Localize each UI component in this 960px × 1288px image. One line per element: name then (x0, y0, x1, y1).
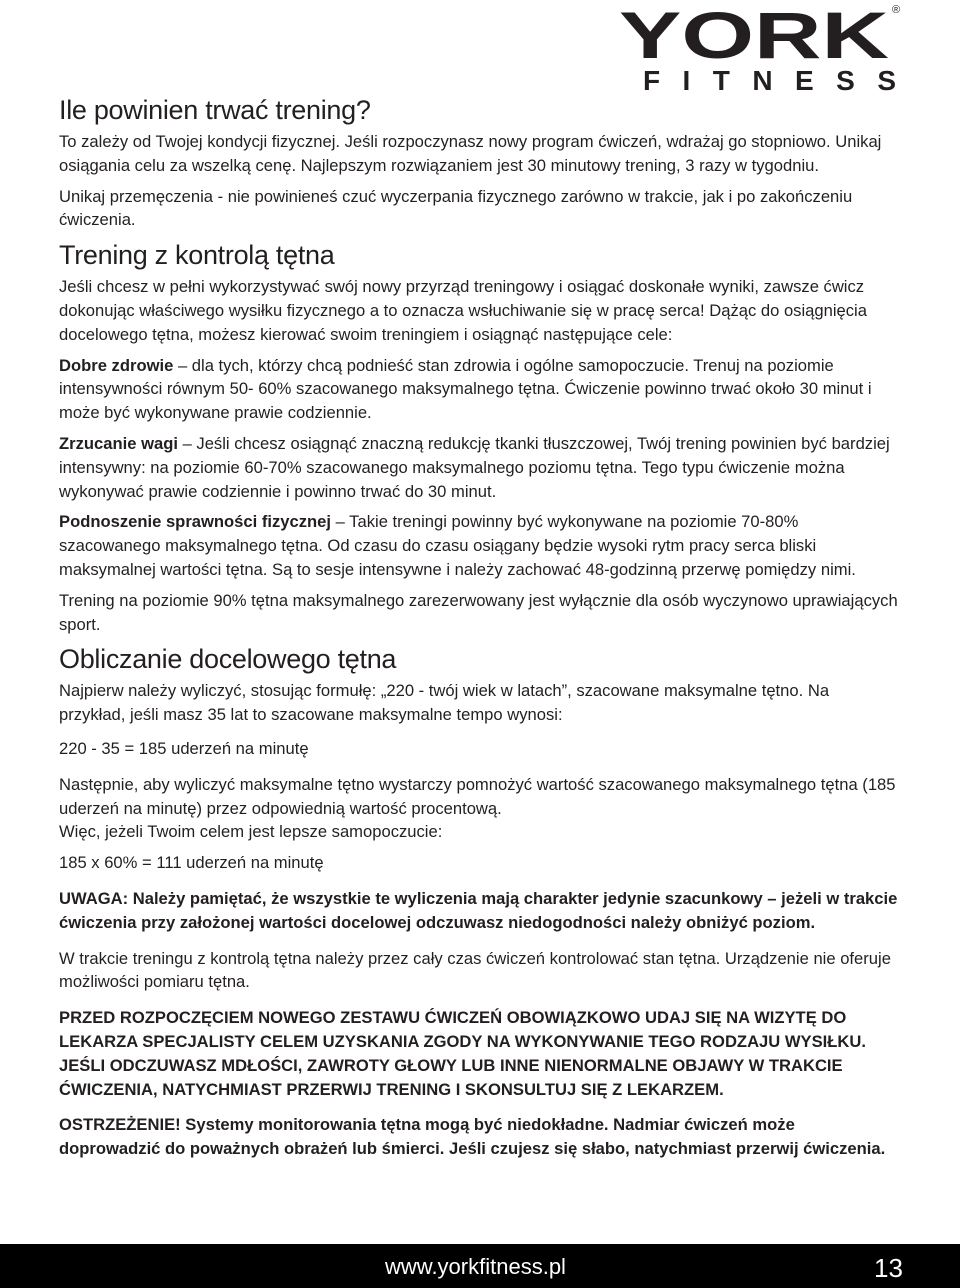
york-fitness-logo-graphic (616, 3, 906, 93)
paragraph-wellbeing-goal: Więc, jeżeli Twoim celem jest lepsze samopoczucie: (59, 822, 443, 842)
footer-bar (0, 1244, 960, 1288)
formula-target-heart-rate: 185 x 60% = 111 uderzeń na minutę (59, 853, 324, 873)
formula-max-heart-rate: 220 - 35 = 185 uderzeń na minutę (59, 738, 309, 758)
warning-monitoring-inaccurate: OSTRZEŻENIE! Systemy monitorowania tętna mogą być niedokładne. Nadmiar ćwiczeń może doprowadzić do poważnych obrażeń lub śmierci. Jeśli czujesz się słabo, natychmiast przerwij ćwiczenia. (59, 1115, 886, 1159)
paragraph-duration-intro: To zależy od Twojej kondycji fizycznej. Jeśli rozpoczynasz nowy program ćwiczeń, wdrażaj go stopniowo. Unikaj osiągania celu za wszelką cenę. Najlepszym rozwiązaniem jest 30 minutowy trening, 3 razy w tygodniu. (59, 132, 882, 175)
paragraph-90-percent: Trening na poziomie 90% tętna maksymalnego zarezerwowany jest wyłącznie dla osób wyczynowo uprawiających sport. (59, 590, 898, 634)
paragraph-overtraining: Unikaj przemęczenia - nie powinieneś czuć wyczerpania fizycznego zarówno w trakcie, jak i po zakończeniu ćwiczenia. (59, 186, 853, 230)
goal-term: Zrzucanie wagi (59, 433, 178, 453)
goal-term: Dobre zdrowie (59, 355, 174, 375)
goal-text: – Jeśli chcesz osiągnąć znaczną redukcję tkanki tłuszczowej, Twój trening powinien być bardziej intensywny: na poziomie 60-70% szacowanego maksymalnego poziomu tętna. Tego typu ćwiczenie można wykonywać prawie codziennie i powinno trwać do 30 minut. (59, 433, 890, 501)
paragraph-heart-rate-intro: Jeśli chcesz w pełni wykorzystywać swój nowy przyrząd treningowy i osiągać doskonałe wyniki, zawsze ćwicz dokonując właściwego wysiłku fizycznego a to oznacza wsłuchiwanie się w pracę serca! Dążąc do osiągnięcia docelowego tętna, możesz kierować swoim treningiem i osiągnąć następujące cele: (59, 277, 867, 344)
heading-target-heart-rate: Obliczanie docelowego tętna (59, 644, 397, 675)
paragraph-multiply: Następnie, aby wyliczyć maksymalne tętno wystarczy pomnożyć wartość szacowanego maksymalnego tętna (185 uderzeń na minutę) przez odpowiednią wartość procentową. (59, 774, 896, 818)
heading-training-duration: Ile powinien trwać trening? (59, 95, 371, 125)
footer-website-url: www.yorkfitness.pl (385, 1254, 566, 1279)
paragraph-monitoring: W trakcie treningu z kontrolą tętna należy przez cały czas ćwiczeń kontrolować stan tętna. Urządzenie nie oferuje możliwości pomiaru tętna. (59, 948, 891, 992)
warning-estimates: UWAGA: Należy pamiętać, że wszystkie te wyliczenia mają charakter jedynie szacunkowy – jeżeli w trakcie ćwiczenia przy założonej wartości docelowej odczuwasz niedogodności należy obniżyć poziom. (59, 888, 898, 932)
goal-text: – Takie treningi powinny być wykonywane na poziomie 70-80% szacowanego maksymalnego tętna. Od czasu do czasu osiągany będzie wysoki rytm pracy serca bliski maksymalnej wartości tętna. Są to sesje intensywne i należy zachować 48-godzinną przerwę pomiędzy nimi. (59, 512, 856, 579)
york-fitness-logo (616, 3, 906, 93)
goal-good-health (59, 354, 899, 425)
page-number: 13 (874, 1253, 903, 1283)
logo-sub-text: FITNESS (643, 65, 896, 93)
warning-doctor-visit: PRZED ROZPOCZĘCIEM NOWEGO ZESTAWU ĆWICZEŃ OBOWIĄZKOWO UDAJ SIĘ NA WIZYTĘ DO LEKARZA SPECJALISTY CELEM UZYSKANIA ZGODY NA WYKONYWANIE TEGO RODZAJU WYSIŁKU. JEŚLI ODCZUWASZ MDŁOŚCI, ZAWROTY GŁOWY LUB INNE NIENORMALNE OBJAWY W TRAKCIE ĆWICZENIA, NATYCHMIAST PRZERWIJ TRENING I SKONSULTUJ SIĘ Z LEKARZEM. (59, 1008, 866, 1099)
heading-heart-rate-training: Trening z kontrolą tętna (59, 240, 335, 271)
page-content (59, 94, 899, 1168)
logo-main-text: YORK (619, 3, 890, 72)
goal-fitness (59, 510, 899, 581)
paragraph-formula-intro: Najpierw należy wyliczyć, stosując formułę: „220 - twój wiek w latach”, szacowane maksymalne tętno. Na przykład, jeśli masz 35 lat to szacowane maksymalne tempo wynosi: (59, 681, 830, 725)
goal-term: Podnoszenie sprawności fizycznej (59, 512, 332, 532)
logo-registered-mark: ® (892, 4, 901, 16)
goal-text: – dla tych, którzy chcą podnieść stan zdrowia i ogólne samopoczucie. Trenuj na poziomie intensywności równym 50- 60% szacowanego maksymalnego tętna. Ćwiczenie powinno trwać około 30 minut i może być wykonywane prawie codziennie. (59, 355, 872, 423)
goal-weight-loss (59, 432, 899, 503)
